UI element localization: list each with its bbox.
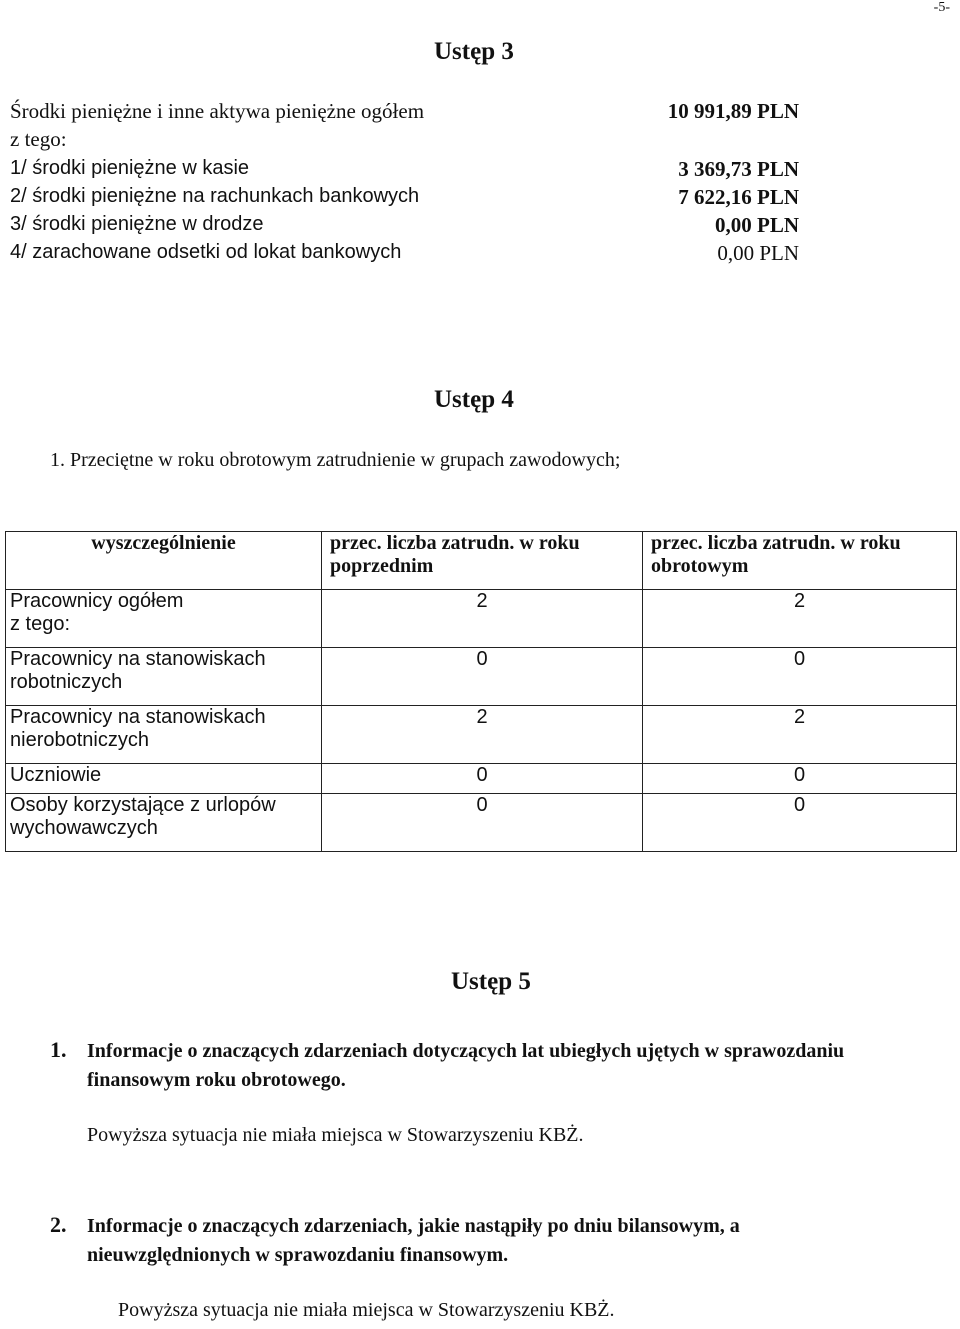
cash-in-transit-row	[10, 213, 810, 241]
row-prev-parental-leave: 0	[322, 794, 643, 852]
bank-accounts-row	[10, 185, 810, 213]
row-prev-total: 2	[322, 590, 643, 648]
page-number: -5-	[933, 0, 950, 15]
row-prev-nonmanual: 2	[322, 706, 643, 764]
cash-in-hand-row	[10, 157, 810, 185]
row-label-parental-leave: Osoby korzystające z urlopów wychowawczych	[6, 794, 322, 852]
item-1-number: 1.	[50, 1037, 67, 1062]
cash-in-transit-value: 0,00 PLN	[715, 213, 799, 237]
row-curr-parental-leave: 0	[643, 794, 957, 852]
section-5-title: Ustęp 5	[451, 968, 531, 995]
row-label-total: Pracownicy ogółem z tego:	[6, 590, 322, 648]
employment-table	[5, 531, 957, 852]
item-2-title: Informacje o znaczących zdarzeniach, jakie nastąpiły po dniu bilansowym, a nieuwzględnionych w sprawozdaniu finansowym.	[87, 1215, 740, 1266]
row-curr-total: 2	[643, 590, 957, 648]
table-row	[6, 706, 957, 764]
section-3-title: Ustęp 3	[434, 38, 514, 65]
bank-accounts-label: 2/ środki pieniężne na rachunkach bankowych	[10, 185, 420, 207]
row-curr-trainees: 0	[643, 764, 957, 794]
row-label-manual: Pracownicy na stanowiskach robotniczych	[6, 648, 322, 706]
cash-in-transit-label: 3/ środki pieniężne w drodze	[10, 213, 264, 235]
item-2-number: 2.	[50, 1212, 67, 1237]
table-header-row	[6, 532, 957, 590]
table-row	[6, 590, 957, 648]
table-row	[6, 794, 957, 852]
cash-in-hand-label: 1/ środki pieniężne w kasie	[10, 157, 250, 179]
table-row	[6, 764, 957, 794]
row-label-nonmanual: Pracownicy na stanowiskach nierobotniczych	[6, 706, 322, 764]
breakdown-label-row	[10, 127, 810, 155]
row-curr-nonmanual: 2	[643, 706, 957, 764]
row-prev-trainees: 0	[322, 764, 643, 794]
cash-total-value: 10 991,89 PLN	[667, 99, 799, 123]
accrued-interest-label: 4/ zarachowane odsetki od lokat bankowych	[10, 241, 402, 263]
cash-in-hand-value: 3 369,73 PLN	[678, 157, 799, 181]
item-2-note: Powyższa sytuacja nie miała miejsca w Stowarzyszeniu KBŻ.	[118, 1299, 615, 1321]
bank-accounts-value: 7 622,16 PLN	[678, 185, 799, 209]
accrued-interest-row	[10, 241, 810, 269]
item-1-title: Informacje o znaczących zdarzeniach dotyczących lat ubiegłych ujętych w sprawozdaniu finansowym roku obrotowego.	[87, 1040, 845, 1091]
header-previous-year: przec. liczba zatrudn. w roku poprzednim	[322, 532, 643, 590]
row-curr-manual: 0	[643, 648, 957, 706]
breakdown-label: z tego:	[10, 127, 67, 151]
cash-total-label: Środki pieniężne i inne aktywa pieniężne ogółem	[10, 99, 425, 123]
cash-total-row	[10, 99, 810, 127]
accrued-interest-value: 0,00 PLN	[717, 241, 799, 265]
employment-intro: 1. Przeciętne w roku obrotowym zatrudnienie w grupach zawodowych;	[50, 449, 621, 471]
header-current-year: przec. liczba zatrudn. w roku obrotowym	[643, 532, 957, 590]
row-prev-manual: 0	[322, 648, 643, 706]
header-specification: wyszczególnienie	[6, 532, 322, 590]
row-label-trainees: Uczniowie	[6, 764, 322, 794]
table-row	[6, 648, 957, 706]
item-1-note: Powyższa sytuacja nie miała miejsca w Stowarzyszeniu KBŻ.	[87, 1124, 584, 1146]
section-4-title: Ustęp 4	[434, 386, 514, 413]
